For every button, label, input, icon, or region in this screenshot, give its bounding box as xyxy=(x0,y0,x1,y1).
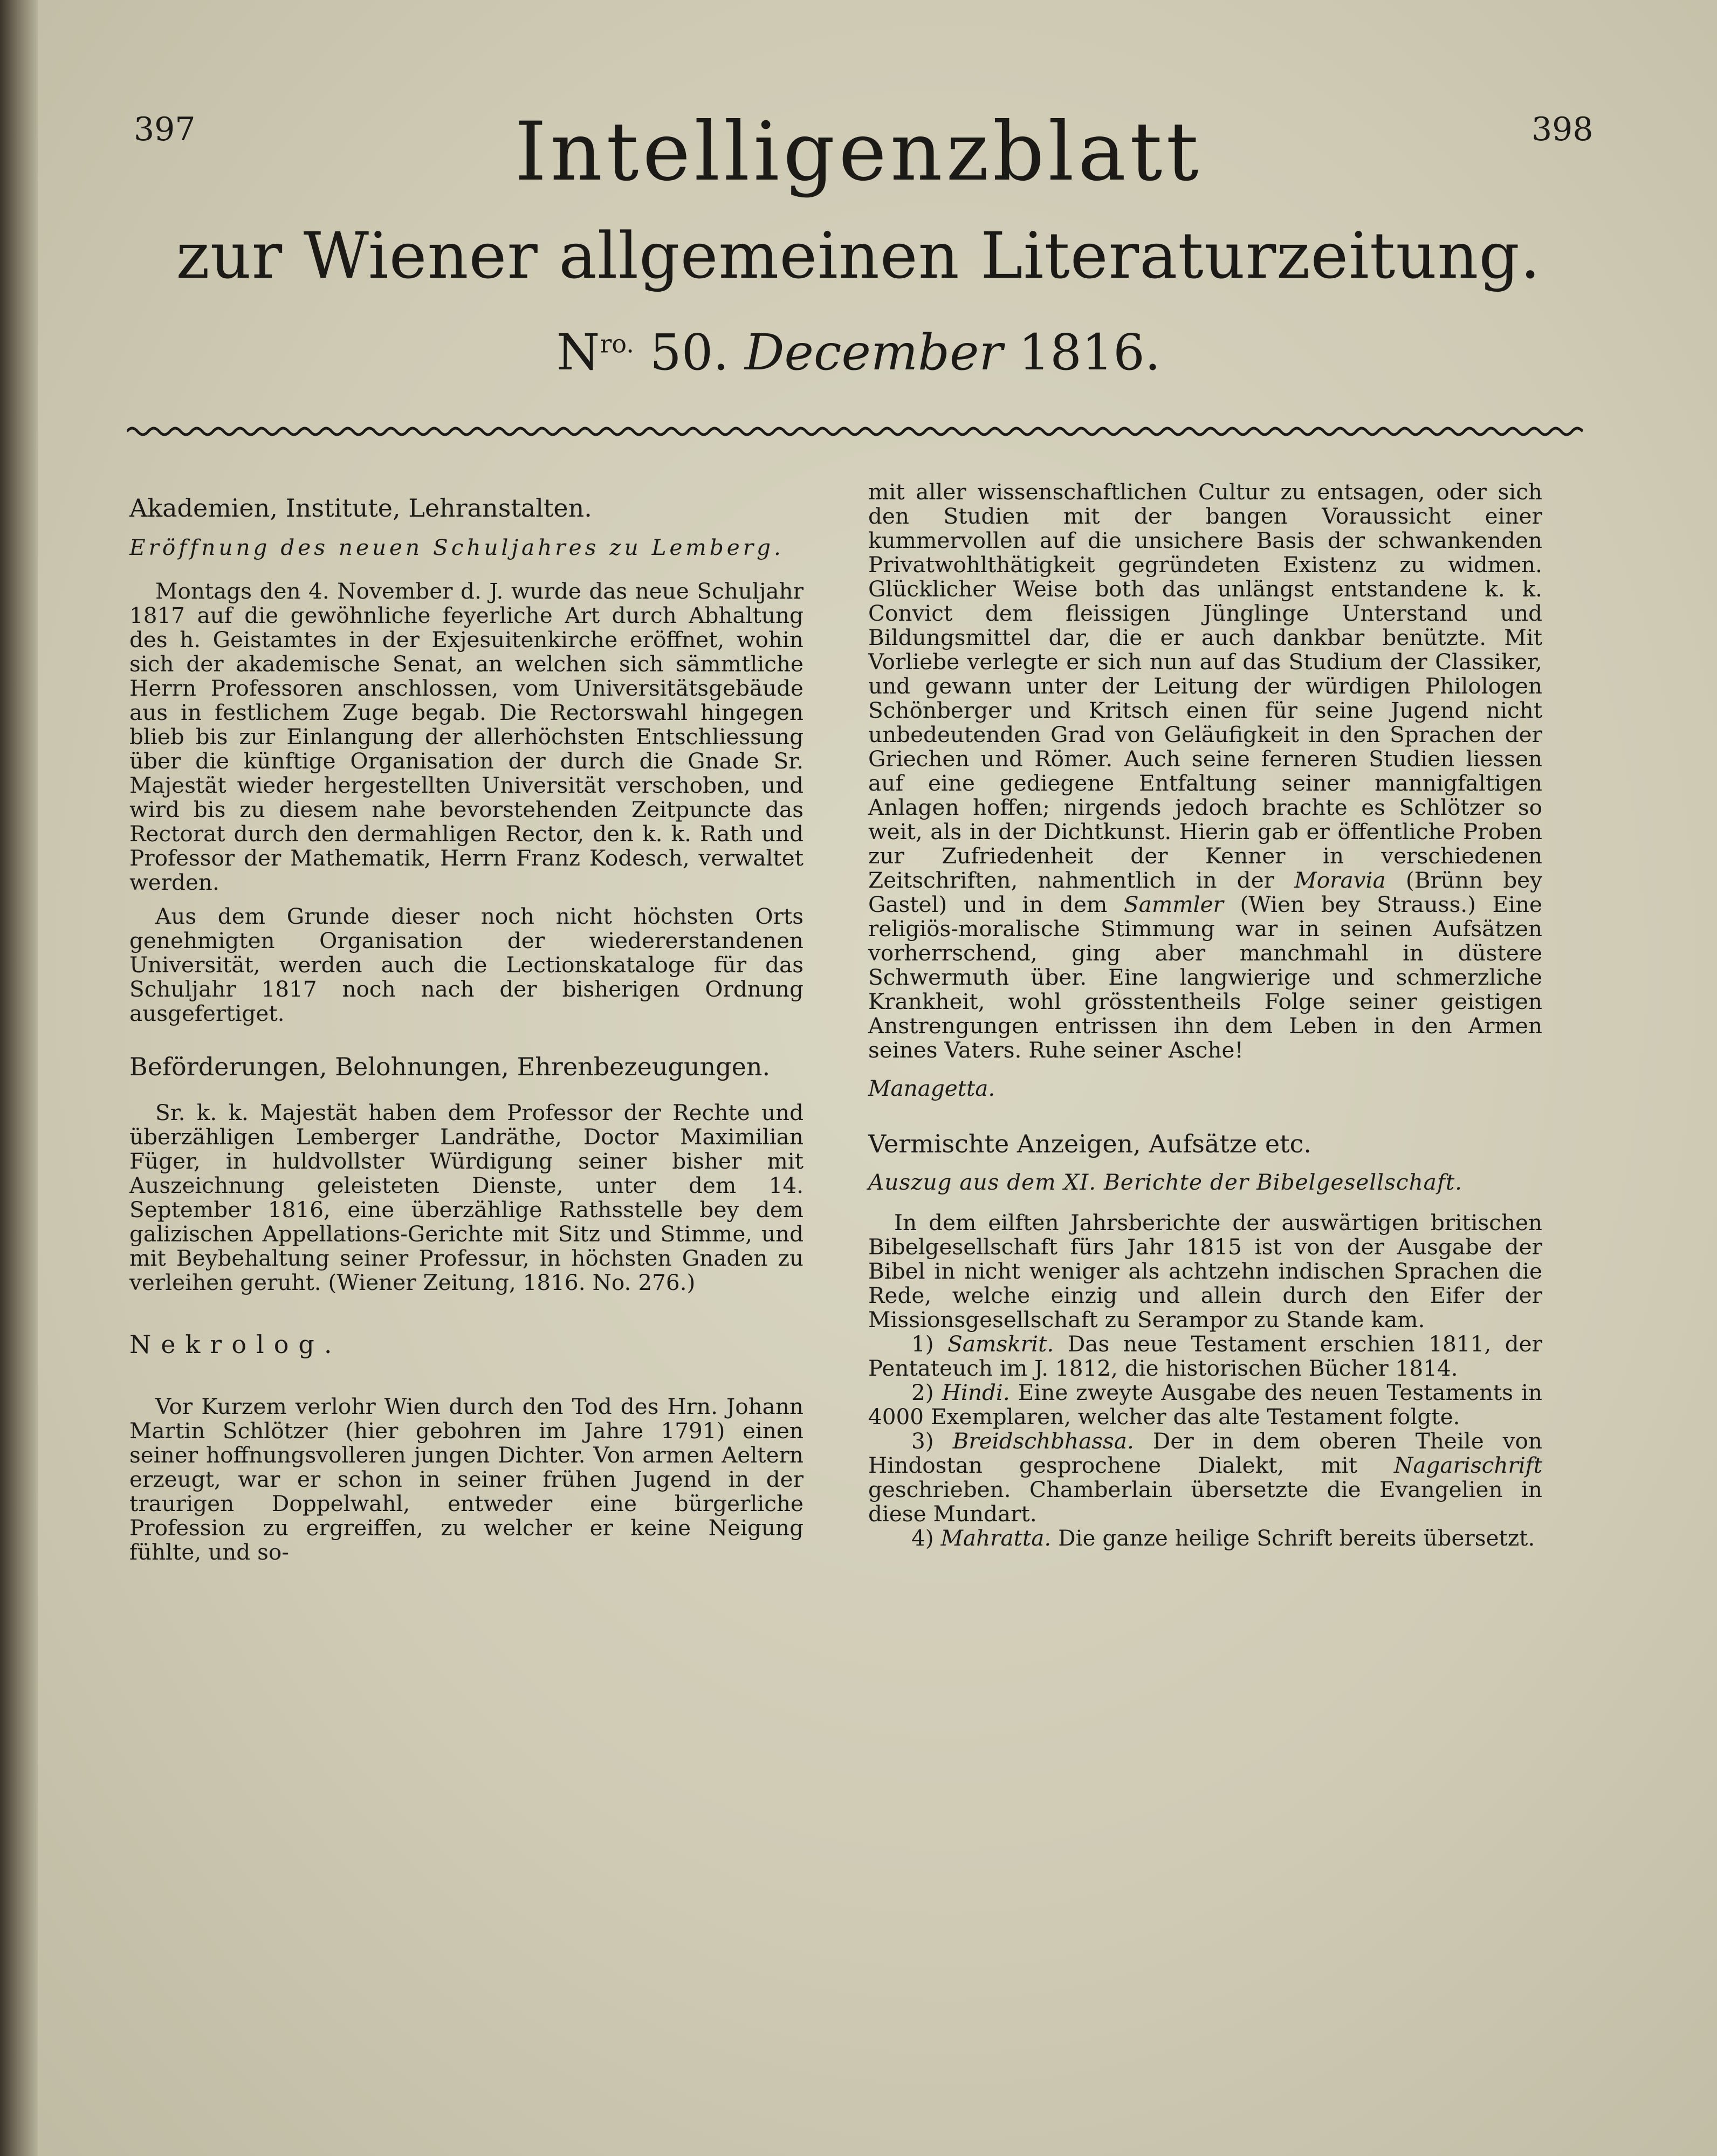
left-column xyxy=(129,480,803,1564)
section-heading-nekrolog: Nekrolog. xyxy=(129,1330,342,1359)
list-item xyxy=(868,1381,1542,1429)
text-run: (Wien bey Strauss.) Eine religiös-moralische Stimmung war in seinen Aufsätzen vorherrschend, ging aber manchmahl in düstere Schwermuth über. Eine langwierige und schmerzliche Krankheit, wohl grösstentheils Folge seiner geistigen Anstrengungen entrissen ihn dem Leben in den Armen seines Vaters. Ruhe seiner Asche! xyxy=(868,891,1543,1063)
section-heading-akademien: Akademien, Institute, Lehranstalten. xyxy=(129,493,592,523)
title-sammler: Sammler xyxy=(1123,891,1224,917)
signature-managetta: Managetta. xyxy=(868,1075,995,1101)
issue-sup: ro. xyxy=(600,329,634,359)
article-subheading-bibelgesellschaft: Auszug aus dem XI. Berichte der Bibelgesellschaft. xyxy=(868,1169,1462,1195)
issue-prefix: N xyxy=(556,324,600,381)
list-item xyxy=(868,1526,1542,1550)
list-text: Eine zweyte Ausgabe des neuen Testaments in 4000 Exemplaren, welcher das alte Testament folgte. xyxy=(868,1379,1542,1430)
issue-line xyxy=(0,324,1717,381)
page-number-left: 397 xyxy=(134,111,196,148)
issue-year: 1816. xyxy=(1018,324,1161,381)
title-moravia: Moravia xyxy=(1294,867,1386,893)
list-number: 3) xyxy=(911,1428,934,1454)
issue-number: 50. xyxy=(650,324,729,381)
paragraph-schloetzer: Vor Kurzem verlohr Wien durch den Tod des Hrn. Johann Martin Schlötzer (hier gebohren im Jahre 1791) einen seiner hoffnungsvolleren jungen Dichter. Von armen Aeltern erzeugt, war er schon in seiner frühen Jugend in der traurigen Doppelwahl, entweder eine bürgerliche Profession zu ergreiffen, zu welcher er keine Neigung fühlte, und so- xyxy=(129,1393,803,1565)
page-number-right: 398 xyxy=(1531,111,1594,148)
text-run: mit aller wissenschaftlichen Cultur zu entsagen, oder sich den Studien mit der bangen Voraussicht einer kummervollen auf die unsichere Basis der schwankenden Privatwohlthätigkeit gegründeten Existenz zu widmen. Glücklicher Weise both das unlängst entstandene k. k. Convict dem fleissigen Jünglinge Unterstand und Bildungsmittel dar, die er auch dankbar benützte. Mit Vorliebe verlegte er sich nun auf das Studium der Classiker, und gewann unter der Leitung der würdigen Philologen Schönberger und Kritsch einen für seine Jugend nicht unbedeutenden Grad von Geläufigkeit in den Sprachen der Griechen und Römer. Auch seine ferneren Studien liessen auf eine gediegene Entfaltung seiner mannigfaltigen Anlagen hoffen; nirgends jedoch brachte es Schlötzer so weit, als in der Dichtkunst. Hierin gab er öffentliche Proben zur Zufriedenheit der Kenner in verschiedenen Zeitschriften, nahmentlich in der xyxy=(868,479,1542,893)
list-item xyxy=(868,1429,1542,1526)
article-subheading-lemberg: Eröffnung des neuen Schuljahres zu Lemberg. xyxy=(129,534,784,560)
list-text: Die ganze heilige Schrift bereits übersetzt. xyxy=(1058,1525,1535,1551)
issue-month: December xyxy=(744,324,1003,381)
right-column xyxy=(868,480,1542,1550)
paragraph-schuljahr: Montags den 4. November d. J. wurde das neue Schuljahr 1817 auf die gewöhnliche feyerliche Art durch Abhaltung des h. Geistamtes in der Exjesuitenkirche eröffnet, wohin sich der akademische Senat, an welchen sich sämmtliche Herrn Professoren anschlossen, vom Universitätsgebäude aus in festlichem Zuge begab. Die Rectorswahl hingegen blieb bis zur Einlangung der allerhöchsten Entschliessung über die künftige Organisation der durch die Gnade Sr. Majestät wieder hergestellten Universität verschoben, und wird bis zu diesem nahe bevorstehenden Zeitpuncte das Rectorat durch den dermahligen Rector, den k. k. Rath und Professor der Mathematik, Herrn Franz Kodesch, verwaltet werden. xyxy=(129,578,803,895)
paragraph-bibelgesellschaft: In dem eilften Jahrsberichte der auswärtigen britischen Bibelgesellschaft fürs Jahr 1815 ist von der Ausgabe der Bibel in nicht weniger als achtzehn indischen Sprachen die Rede, welche einzig und allein durch den Eifer der Missionsgesellschaft zu Serampor zu Stande kam. xyxy=(868,1210,1542,1333)
paragraph-fueger: Sr. k. k. Majestät haben dem Professor der Rechte und überzähligen Lemberger Landräthe, Doctor Maximilian Füger, in huldvollster Würdigung seiner bisher mit Auszeichnung geleisteten Dienste, unter dem 14. September 1816, eine überzählige Rathsstelle bey dem galizischen Appellations-Gerichte mit Sitz und Stimme, und mit Beybehaltung seiner Professur, in höchsten Gnaden zu verleihen geruht. (Wiener Zeitung, 1816. No. 276.) xyxy=(129,1100,803,1295)
section-heading-vermischte: Vermischte Anzeigen, Aufsätze etc. xyxy=(868,1129,1311,1158)
language-name: Mahratta. xyxy=(940,1525,1052,1551)
text-run: (Brünn bey Gastel) und in dem xyxy=(868,867,1542,917)
section-heading-befoerderungen: Beförderungen, Belohnungen, Ehrenbezeugungen. xyxy=(129,1052,771,1081)
script-name: Nagarischrift xyxy=(1393,1452,1542,1478)
list-item xyxy=(868,1332,1542,1381)
masthead-title: Intelligenzblatt xyxy=(514,105,1203,199)
paragraph-organisation: Aus dem Grunde dieser noch nicht höchsten Orts genehmigten Organisation der wiedererstandenen Universität, werden auch die Lectionskataloge für das Schuljahr 1817 noch nach der bisherigen Ordnung ausgefertiget. xyxy=(129,903,803,1026)
list-number: 2) xyxy=(911,1379,934,1405)
list-text: Das neue Testament erschien 1811, der Pentateuch im J. 1812, die historischen Bücher 1814. xyxy=(868,1331,1543,1381)
language-name: Breidschbhassa. xyxy=(952,1428,1134,1454)
list-number: 1) xyxy=(911,1331,934,1357)
masthead-subtitle: zur Wiener allgemeinen Literaturzeitung. xyxy=(176,218,1541,293)
list-number: 4) xyxy=(911,1525,934,1551)
paragraph-schloetzer-cont xyxy=(868,480,1542,1062)
language-name: Hindi. xyxy=(942,1379,1010,1405)
language-name: Samskrit. xyxy=(947,1331,1054,1357)
list-text: Der in dem oberen Theile von Hindostan gesprochene Dialekt, mit xyxy=(868,1428,1543,1478)
decorative-rule xyxy=(127,423,1583,440)
list-text: geschrieben. Chamberlain übersetzte die Evangelien in diese Mundart. xyxy=(868,1477,1542,1527)
